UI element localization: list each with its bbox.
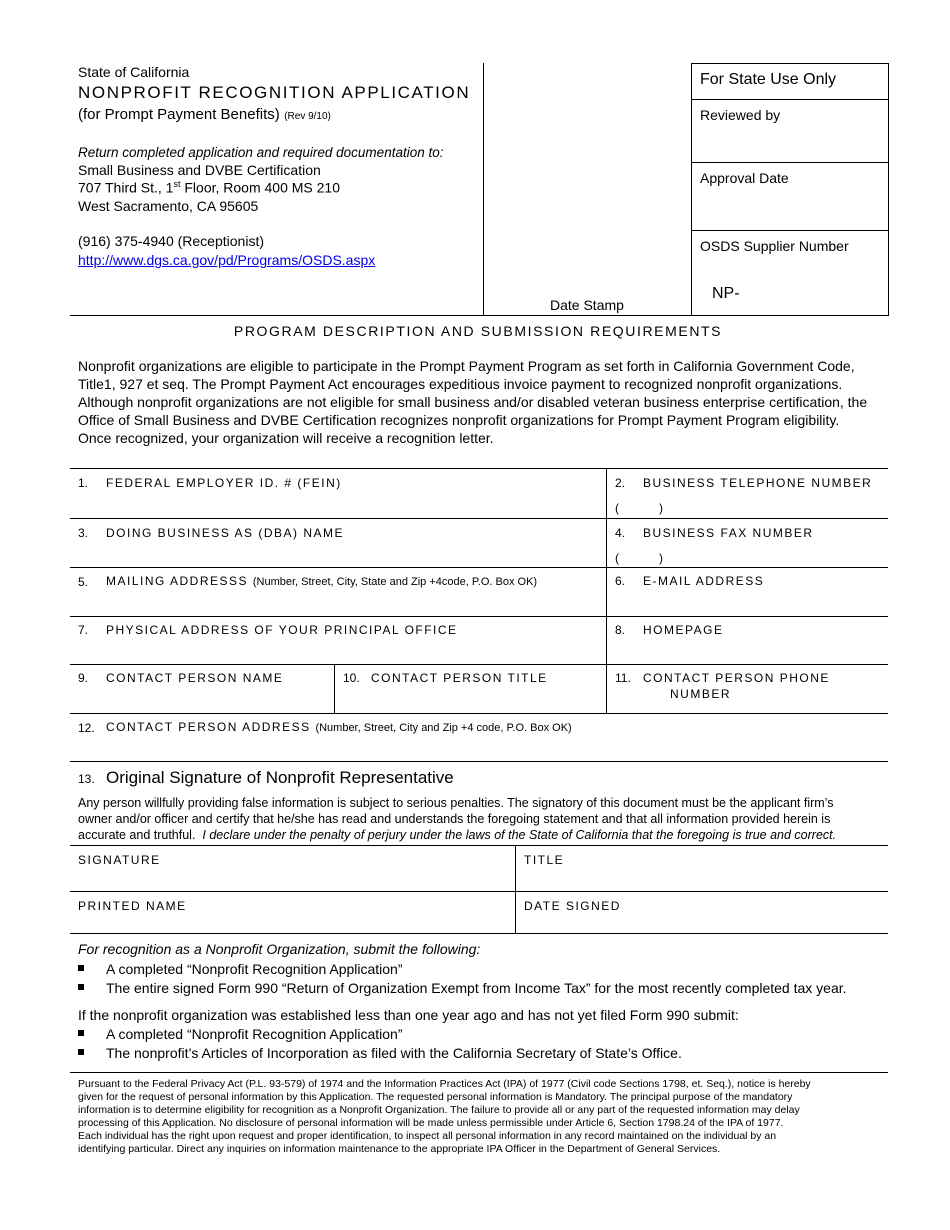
field-number: 1.: [78, 476, 89, 490]
privacy-line: identifying particular. Direct any inquiries on information maintenance to the appropriate IPA Officer in the Department of General Services.: [78, 1143, 721, 1155]
field-label: CONTACT PERSON PHONE: [643, 671, 830, 685]
date-signed-field[interactable]: [516, 892, 888, 932]
field-label: BUSINESS TELEPHONE NUMBER: [643, 476, 873, 490]
state-name: State of California: [78, 64, 190, 80]
field-label: NUMBER: [670, 687, 732, 701]
field-label-text: MAILING ADDRESSS: [106, 574, 249, 588]
contact-person-title-field[interactable]: [335, 665, 606, 712]
contact-person-name-field[interactable]: [70, 665, 334, 712]
field-number: 6.: [615, 574, 626, 588]
form-title: NONPROFIT RECOGNITION APPLICATION: [78, 83, 471, 102]
receptionist-phone: (916) 375-4940 (Receptionist): [78, 233, 264, 249]
business-telephone-field[interactable]: [607, 469, 888, 517]
signature-heading: Original Signature of Nonprofit Representative: [106, 768, 454, 787]
state-use-divider: [691, 230, 888, 231]
office-name: Small Business and DVBE Certification: [78, 162, 321, 178]
penalty-line: Any person willfully providing false information is subject to serious penalties. The signatory of this document must be the applicant firm’s: [78, 796, 834, 810]
osds-website-link[interactable]: http://www.dgs.ca.gov/pd/Programs/OSDS.aspx: [78, 252, 376, 268]
field-number: 12.: [78, 721, 95, 735]
printed-name-field[interactable]: [70, 892, 515, 932]
field-label: SIGNATURE: [78, 853, 161, 867]
submission-item-text: The nonprofit’s Articles of Incorporation as filed with the California Secretary of State’s Office.: [106, 1045, 682, 1061]
bullet-icon: [78, 984, 84, 990]
field-label: [106, 720, 572, 734]
address-line1-start: 707 Third St., 1: [78, 179, 174, 196]
revision-label: (Rev 9/10): [284, 111, 331, 122]
field-number: 11.: [615, 671, 631, 685]
signature-field[interactable]: [70, 846, 515, 890]
area-code-parens: ( ): [615, 551, 663, 565]
field-note: (Number, Street, City, State and Zip +4code, P.O. Box OK): [252, 576, 538, 588]
field-label: CONTACT PERSON NAME: [106, 671, 284, 685]
program-description: [78, 357, 867, 447]
return-instructions: Return completed application and required documentation to:: [78, 145, 444, 160]
field-label: PHYSICAL ADDRESS OF YOUR PRINCIPAL OFFICE: [106, 623, 458, 637]
field-grid-rule: [70, 761, 888, 762]
business-fax-field[interactable]: [607, 519, 888, 566]
field-label-text: CONTACT PERSON ADDRESS: [106, 720, 311, 734]
subtitle-text: (for Prompt Payment Benefits): [78, 106, 280, 123]
program-line: Office of Small Business and DVBE Certification recognizes nonprofit organizations for Prompt Payment Program eligibility.: [78, 412, 840, 428]
field-label: TITLE: [524, 853, 565, 867]
reviewed-by-label: Reviewed by: [700, 107, 781, 123]
submission-item-text: A completed “Nonprofit Recognition Application”: [106, 1026, 403, 1042]
field-label: E-MAIL ADDRESS: [643, 574, 765, 588]
penalty-line: [78, 827, 836, 843]
field-number: 4.: [615, 526, 626, 540]
field-number: 7.: [78, 623, 89, 637]
field-label: FEDERAL EMPLOYER ID. # (FEIN): [106, 476, 342, 490]
field-number: 3.: [78, 526, 89, 540]
privacy-line: Each individual has the right upon request and proper identification, to inspect all personal information in any record maintained on the individual by an: [78, 1130, 777, 1142]
address-line1-end: Floor, Room 400 MS 210: [180, 179, 341, 196]
privacy-line: processing of this Application. No disclosure of personal information will be made unless permissible under Article 6, Section 1798.24 of the IPA of 1977.: [78, 1117, 784, 1129]
field-label: [106, 574, 537, 588]
state-use-box: [691, 63, 889, 316]
privacy-rule: [70, 1072, 888, 1073]
program-line: Although nonprofit organizations are not eligible for small business and/or disabled veteran business enterprise certification, the: [78, 394, 868, 410]
submission-intro: For recognition as a Nonprofit Organization, submit the following:: [78, 941, 481, 957]
contact-person-phone-field[interactable]: [607, 665, 888, 712]
submission-item-text: A completed “Nonprofit Recognition Application”: [106, 961, 403, 977]
area-code-parens: ( ): [615, 501, 663, 515]
field-number: 2.: [615, 476, 626, 490]
office-address-line1: [78, 179, 340, 196]
penalty-text: accurate and truthful.: [78, 828, 203, 842]
privacy-line: Pursuant to the Federal Privacy Act (P.L. 93-579) of 1974 and the Information Practices Act (IPA) of 1977 (Civil code Sections 1798, et. Seq.), notice is hereby: [78, 1078, 811, 1090]
privacy-line: given for the request of personal information by this Application. The requested personal information is Mandatory. The principal purpose of the mandatory: [78, 1091, 793, 1103]
field-number: 10.: [343, 671, 360, 685]
title-field[interactable]: [516, 846, 888, 890]
header-bottom-rule: [70, 315, 888, 316]
bullet-icon: [78, 965, 84, 971]
office-address-line2: West Sacramento, CA 95605: [78, 198, 259, 214]
perjury-declaration: I declare under the penalty of perjury under the laws of the State of California that the foregoing is true and correct.: [202, 828, 837, 842]
date-stamp-left-border: [483, 63, 484, 315]
email-address-field[interactable]: [607, 568, 888, 615]
privacy-notice: [78, 1078, 811, 1156]
field-number: 8.: [615, 623, 626, 637]
state-use-divider: [691, 162, 888, 163]
field-number: 5.: [78, 575, 89, 589]
contact-person-address-field[interactable]: [70, 714, 888, 760]
program-line: Nonprofit organizations are eligible to participate in the Prompt Payment Program as set forth in California Government Code,: [78, 358, 855, 374]
program-line: Title1, 927 et seq. The Prompt Payment Act encourages expeditious invoice payment to recognized nonprofit organizations.: [78, 376, 843, 392]
supplier-number-prefix: NP-: [712, 285, 740, 302]
submission-item-text: The entire signed Form 990 “Return of Organization Exempt from Income Tax” for the most recently completed tax year.: [106, 980, 847, 996]
form-subtitle: [78, 106, 331, 124]
program-heading: PROGRAM DESCRIPTION AND SUBMISSION REQUIREMENTS: [233, 323, 723, 339]
section-number: 13.: [78, 772, 95, 786]
signature-grid-rule: [70, 933, 888, 934]
submission-intro-new-org: If the nonprofit organization was established less than one year ago and has not yet filed Form 990 submit:: [78, 1007, 739, 1023]
fein-field[interactable]: [70, 469, 606, 517]
field-label: DOING BUSINESS AS (DBA) NAME: [106, 526, 345, 540]
address-superscript: st: [173, 179, 181, 189]
program-line: Once recognized, your organization will receive a recognition letter.: [78, 430, 494, 446]
state-use-title: For State Use Only: [700, 71, 837, 88]
field-label: PRINTED NAME: [78, 899, 187, 913]
penalty-line: owner and/or officer and certify that he/she has read and understands the foregoing statement and that all information provided herein is: [78, 812, 831, 826]
bullet-icon: [78, 1049, 84, 1055]
state-use-divider: [691, 99, 888, 100]
physical-address-field[interactable]: [70, 617, 606, 663]
field-number: 9.: [78, 671, 89, 685]
dba-name-field[interactable]: [70, 519, 606, 566]
penalty-statement: [78, 795, 836, 843]
approval-date-label: Approval Date: [700, 170, 789, 186]
homepage-field[interactable]: [607, 617, 888, 663]
supplier-number-label: OSDS Supplier Number: [700, 238, 849, 254]
field-note: (Number, Street, City and Zip +4 code, P.O. Box OK): [315, 722, 572, 734]
mailing-address-field[interactable]: [70, 568, 606, 615]
field-label: BUSINESS FAX NUMBER: [643, 526, 814, 540]
field-label: DATE SIGNED: [524, 899, 621, 913]
field-label: CONTACT PERSON TITLE: [371, 671, 548, 685]
date-stamp-label: Date Stamp: [550, 297, 624, 313]
field-label: HOMEPAGE: [643, 623, 724, 637]
bullet-icon: [78, 1030, 84, 1036]
privacy-line: information is to determine eligibility for recognition as a Nonprofit Organization. The failure to provide all or any part of the requested information may delay: [78, 1104, 800, 1116]
